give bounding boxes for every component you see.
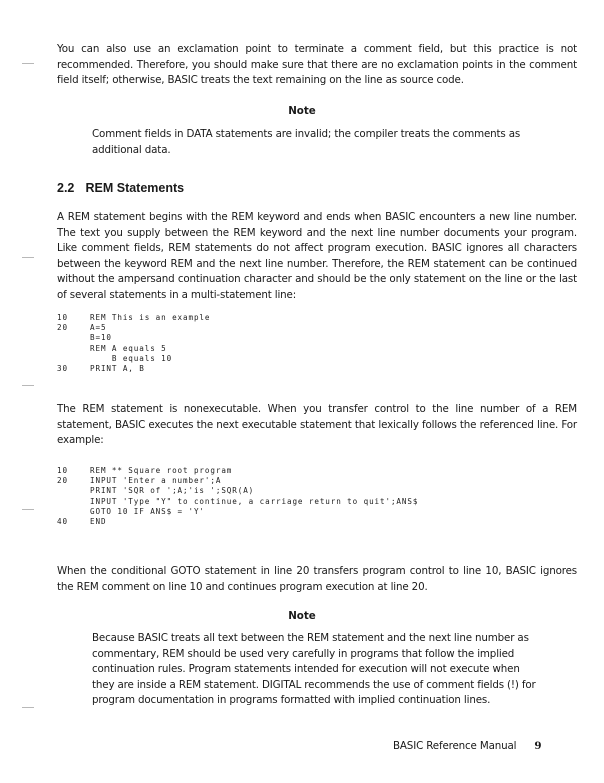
code-line [57,497,418,507]
nonexecutable-paragraph: The REM statement is nonexecutable. When you transfer control to the line number of a REM statement, BASIC executes the next executable statement that lexically follows the referenced line. For example: [57,403,577,446]
code-text: REM This is an example [90,313,211,322]
note-body: Comment fields in DATA statements are invalid; the compiler treats the comments as additional data. [92,128,521,156]
code-line [57,486,418,496]
section-heading [57,181,184,195]
note-body: Because BASIC treats all text between the REM statement and the next line number as commentary, REM should be used very carefully in programs that follow the implied continuation rules. Program statements intended for execution will not execute when they are inside a REM statement. DIGITAL recommends the use of comment fields (!) for program documentation in programs formatted with implied continuation lines. [92,632,536,706]
line-number [57,333,90,343]
code-text: END [90,517,107,527]
code-line [57,466,418,476]
code-line [57,354,210,364]
section-number: 2.2 [57,181,75,195]
code-text: PRINT A, B [90,364,145,374]
manual-title: BASIC Reference Manual [393,740,517,752]
code-line [57,333,210,343]
line-number [57,486,90,496]
line-number: 20 [57,476,68,486]
scan-edge-mark [22,257,34,258]
scan-edge-mark [22,509,34,510]
goto-paragraph: When the conditional GOTO statement in line 20 transfers program control to line 10, BASIC ignores the REM comment on line 10 and continues program execution at line 20. [57,565,577,593]
intro-paragraph: You can also use an exclamation point to terminate a comment field, but this practice is not recommended. Therefore, you should make sure that there are no exclamation points in the comment field itself; otherwise, BASIC treats the text remaining on the line as source code. [57,43,577,86]
code-line [57,344,210,354]
code-text: B equals 10 [90,353,173,363]
code-line [57,517,418,527]
line-number [57,507,90,517]
scan-edge-mark [22,707,34,708]
code-text: GOTO 10 IF ANS$ = 'Y' [90,506,205,516]
code-line [57,476,418,486]
line-number: 30 [57,364,68,374]
scan-edge-mark [22,63,34,64]
code-text: REM A equals 5 [90,343,167,353]
code-text: INPUT 'Type "Y" to continue, a carriage return to quit';ANS$ [90,496,419,506]
code-line [57,313,210,323]
code-example-2 [57,466,418,527]
line-number: 20 [57,323,68,333]
scan-edge-mark [22,385,34,386]
line-number [57,497,90,507]
line-number [57,354,90,364]
note-title: Note [288,610,316,622]
code-text: INPUT 'Enter a number';A [90,476,222,486]
code-line [57,323,210,333]
line-number: 10 [57,313,68,322]
code-text: REM ** Square root program [90,466,233,475]
code-text: B=10 [90,333,112,343]
code-text: PRINT 'SQR of ';A;'is ';SQR(A) [90,486,255,496]
code-example-1 [57,313,210,374]
line-number [57,344,90,354]
rem-paragraph: A REM statement begins with the REM keyword and ends when BASIC encounters a new line number. The text you supply between the REM keyword and the next line number documents your program. Like comment fields, REM statements do not affect program execution. BASIC ignores all characters between the keyword REM and the next line number. Therefore, the REM statement can be continued without the ampersand continuation character and should be the only statement on the line or the last of several statements in a multi-statement line: [57,211,577,301]
section-title: REM Statements [85,181,185,195]
note-title: Note [288,105,316,117]
page-number: 9 [534,740,542,752]
code-text: A=5 [90,323,107,333]
code-line [57,507,418,517]
code-line [57,364,210,374]
line-number: 40 [57,517,68,527]
page-footer [393,740,541,752]
line-number: 10 [57,466,68,475]
